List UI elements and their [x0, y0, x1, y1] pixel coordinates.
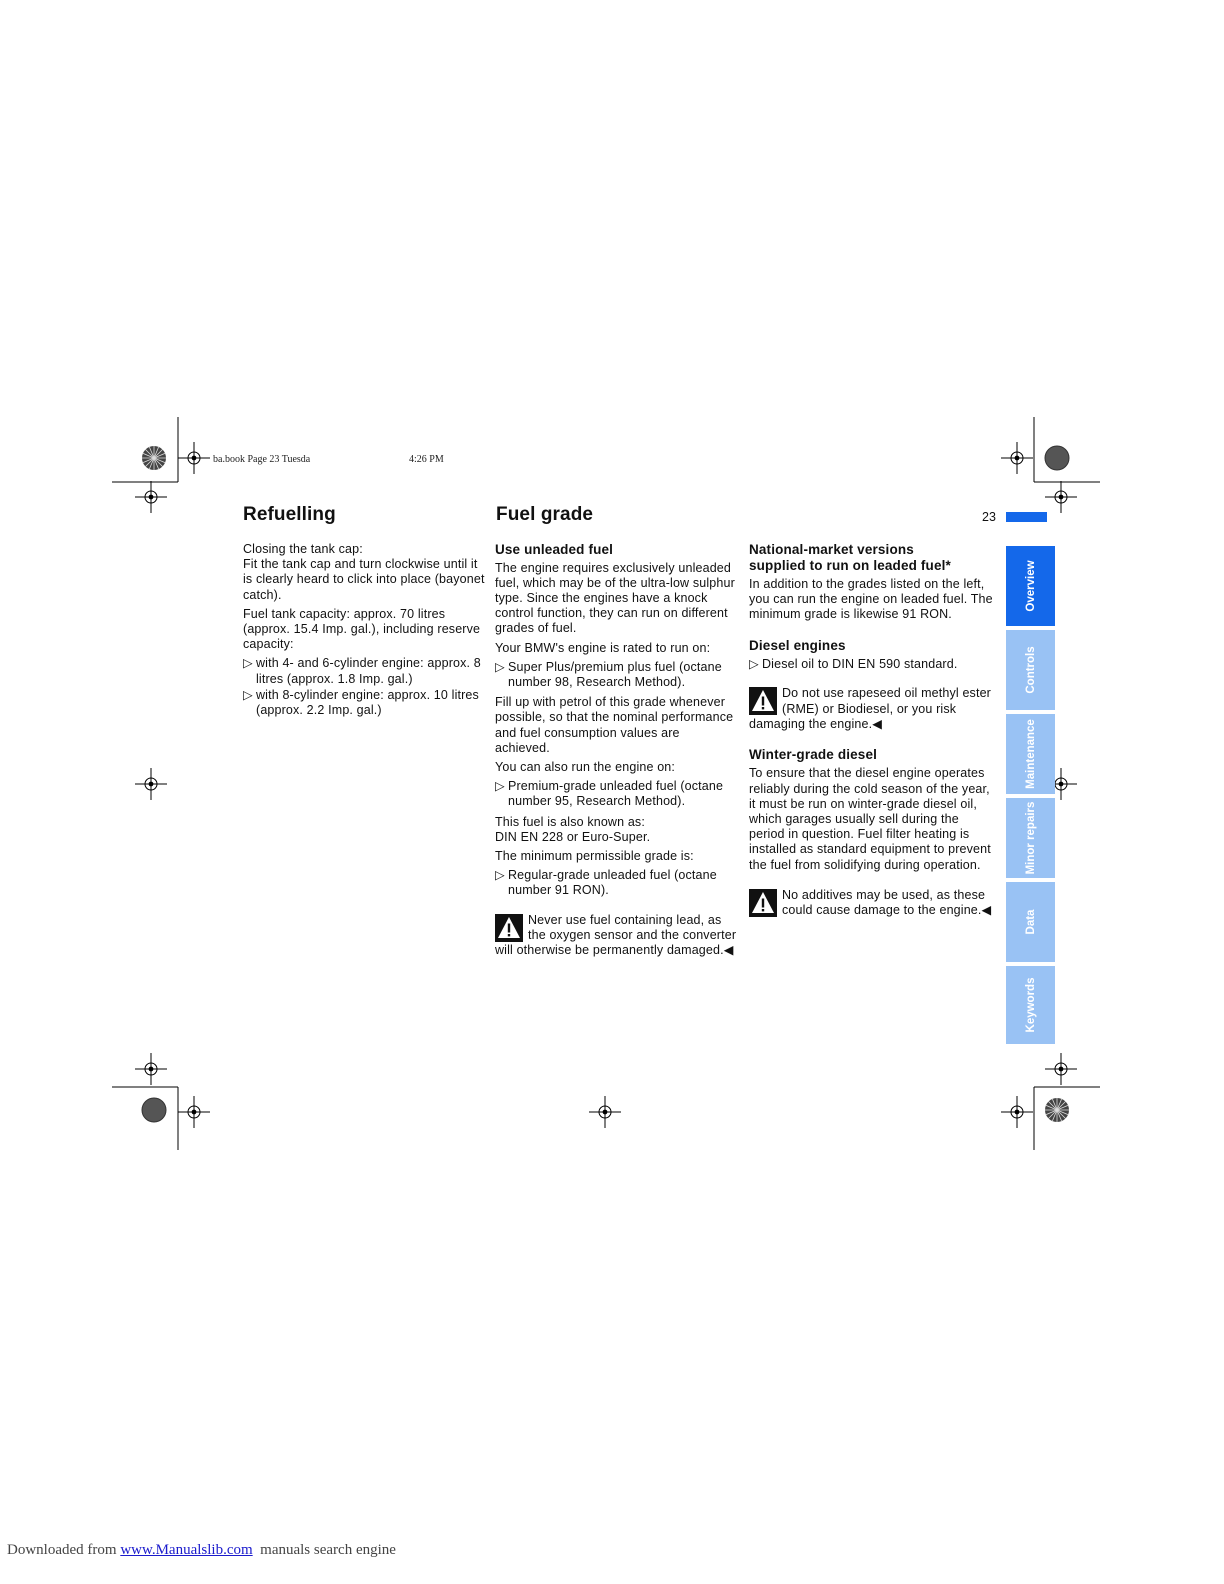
list-item — [495, 660, 738, 690]
rated-label: Your BMW's engine is rated to run on: — [495, 640, 711, 655]
closing-label: Closing the tank cap: — [243, 542, 363, 556]
crop-header-file: ba.book Page 23 Tuesda — [213, 454, 311, 465]
lead-warning — [495, 913, 738, 959]
winter-title: Winter-grade diesel — [749, 746, 878, 762]
end-mark-icon: ◀ — [981, 903, 992, 918]
triangle-right-icon: ▷ — [495, 659, 505, 674]
list-item — [243, 656, 486, 686]
national-title-line1: National-market versions — [749, 542, 914, 557]
closing-text: Fit the tank cap and turn clockwise until it is clearly heard to click into place (bayonet catch). — [243, 557, 485, 602]
bullet-text: Super Plus/premium plus fuel (octane number 98, Research Method). — [508, 659, 722, 689]
refuelling-column — [243, 542, 486, 719]
triangle-right-icon: ▷ — [243, 687, 253, 702]
end-mark-icon: ◀ — [723, 942, 734, 957]
known-as-line1: This fuel is also known as: — [495, 814, 645, 829]
list-item — [495, 868, 738, 898]
diesel-column — [749, 542, 994, 918]
tab-controls[interactable]: Controls — [1006, 630, 1055, 710]
tab-data[interactable]: Data — [1006, 882, 1055, 962]
bullet-text: Regular-grade unleaded fuel (octane number 91 RON). — [508, 868, 717, 898]
triangle-right-icon: ▷ — [495, 779, 505, 794]
page-number: 23 — [982, 510, 996, 524]
triangle-right-icon: ▷ — [495, 868, 505, 883]
bullet-text: Diesel oil to DIN EN 590 standard. — [762, 657, 958, 672]
fuel-intro: The engine requires exclusively unleaded fuel, which may be of the ultra-low sulphur type. Since the engines have a knock control function, they can run on different grades of fuel. — [495, 560, 735, 636]
page-marker-bar — [1006, 512, 1047, 522]
list-item — [495, 779, 738, 809]
triangle-right-icon: ▷ — [243, 656, 253, 671]
list-item — [749, 657, 994, 672]
bullet-text: Premium-grade unleaded fuel (octane number 95, Research Method). — [508, 779, 724, 809]
also-label: You can also run the engine on: — [495, 759, 676, 774]
warning-text: Do not use rapeseed oil methyl ester (RME) or Biodiesel, or you risk damaging the engine. — [749, 686, 991, 731]
fill-up-text: Fill up with petrol of this grade whenever possible, so that the nominal performance and fuel consumption values are achieved. — [495, 695, 734, 755]
additives-warning — [749, 888, 994, 918]
crop-header-time: 4:26 PM — [409, 454, 444, 465]
warning-triangle-icon — [749, 687, 777, 715]
national-text: In addition to the grades listed on the left, you can run the engine on leaded fuel. The minimum grade is likewise 91 RON. — [749, 577, 993, 622]
national-title-line2: supplied to run on leaded fuel* — [749, 557, 951, 573]
winter-text: To ensure that the diesel engine operates reliably during the cold season of the year, it must be run on winter-grade diesel oil, which garages usually sell during the period in question. Fuel filter heating is installed as standard equipment to prevent the fuel from solidifying during operation. — [749, 766, 991, 872]
tab-minor-repairs[interactable]: Minor repairs — [1006, 798, 1055, 878]
bullet-text: with 4- and 6-cylinder engine: approx. 8 litres (approx. 1.8 Imp. gal.) — [256, 656, 481, 686]
tab-overview[interactable]: Overview — [1006, 546, 1055, 626]
refuelling-title: Refuelling — [243, 504, 336, 525]
unleaded-subtitle: Use unleaded fuel — [495, 542, 614, 557]
triangle-right-icon: ▷ — [749, 657, 759, 672]
known-as-line2: DIN EN 228 or Euro-Super. — [495, 829, 651, 844]
list-item — [243, 688, 486, 718]
end-mark-icon: ◀ — [872, 716, 882, 731]
footer-prefix: Downloaded from — [7, 1542, 121, 1558]
fuel-grade-title: Fuel grade — [496, 504, 594, 525]
capacity-text: Fuel tank capacity: approx. 70 litres (approx. 15.4 Imp. gal.), including reserve capacity: — [243, 606, 481, 652]
fuel-grade-column — [495, 542, 738, 958]
tab-keywords[interactable]: Keywords — [1006, 966, 1055, 1044]
footer-suffix: manuals search engine — [252, 1542, 396, 1558]
rme-warning — [749, 686, 994, 732]
warning-text: Never use fuel containing lead, as the oxygen sensor and the converter will otherwise be permanently damaged. — [495, 912, 737, 957]
warning-text: No additives may be used, as these could cause damage to the engine. — [782, 887, 986, 918]
manualslib-link[interactable]: www.Manualslib.com — [120, 1542, 253, 1558]
min-grade-label: The minimum permissible grade is: — [495, 848, 694, 863]
download-footer — [7, 1542, 396, 1559]
warning-triangle-icon — [749, 889, 777, 917]
diesel-title: Diesel engines — [749, 637, 846, 653]
bullet-text: with 8-cylinder engine: approx. 10 litres (approx. 2.2 Imp. gal.) — [256, 687, 479, 718]
tab-maintenance[interactable]: Maintenance — [1006, 714, 1055, 794]
warning-triangle-icon — [495, 914, 523, 942]
